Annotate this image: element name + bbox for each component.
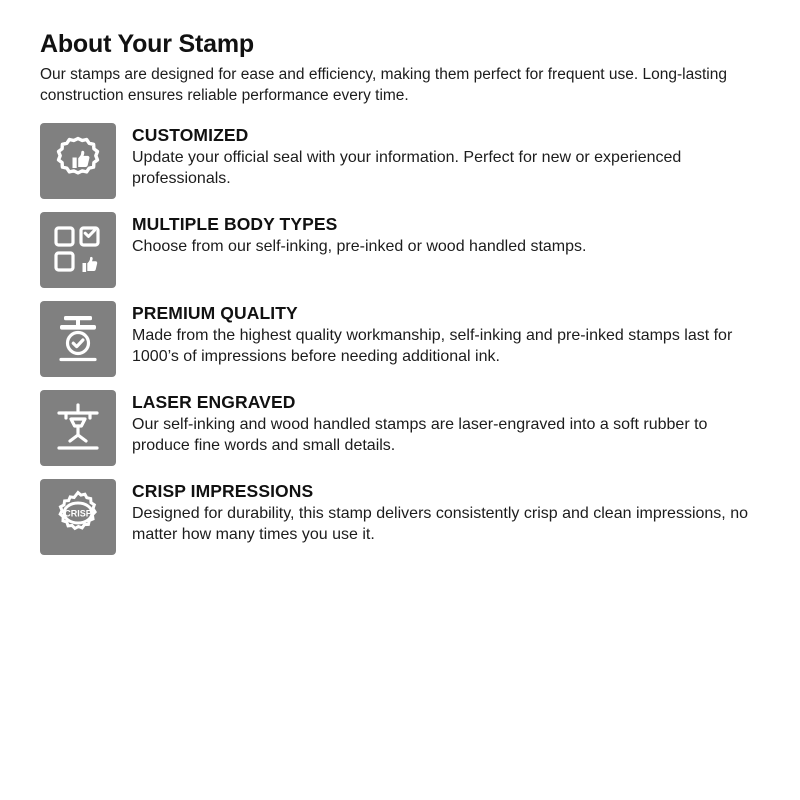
- feature-item: [40, 390, 760, 466]
- feature-item: [40, 301, 760, 377]
- feature-title: LASER ENGRAVED: [132, 391, 296, 412]
- feature-item: [40, 479, 760, 555]
- laser-engraving-icon: [40, 390, 116, 466]
- feature-text: [132, 390, 752, 456]
- feature-text: [132, 123, 752, 189]
- feature-title: PREMIUM QUALITY: [132, 302, 298, 323]
- feature-description: Designed for durability, this stamp delivers consistently crisp and clean impressions, no matter how many times you use it.: [132, 504, 748, 543]
- feature-description: Our self-inking and wood handled stamps are laser-engraved into a soft rubber to produce fine words and small details.: [132, 415, 708, 454]
- feature-text: [132, 212, 586, 257]
- crisp-seal-badge-icon: [40, 479, 116, 555]
- crisp-badge-label: CRISP: [64, 508, 92, 519]
- feature-description: Update your official seal with your information. Perfect for new or experienced professionals.: [132, 148, 682, 187]
- intro-paragraph: Our stamps are designed for ease and efficiency, making them perfect for frequent use. Long-lasting construction ensures reliable performance every time.: [40, 66, 727, 104]
- feature-item: [40, 123, 760, 199]
- stamp-press-check-icon: [40, 301, 116, 377]
- feature-description: Choose from our self-inking, pre-inked or wood handled stamps.: [132, 237, 587, 255]
- feature-description: Made from the highest quality workmanship, self-inking and pre-inked stamps last for 1000’s of impressions before needing additional ink.: [132, 326, 733, 365]
- gear-thumbs-up-icon: [40, 123, 116, 199]
- feature-text: [132, 479, 752, 545]
- checkbox-options-hand-icon: [40, 212, 116, 288]
- feature-title: CUSTOMIZED: [132, 124, 249, 145]
- feature-title: CRISP IMPRESSIONS: [132, 480, 314, 501]
- feature-text: [132, 301, 752, 367]
- feature-list: [40, 123, 760, 555]
- feature-title: MULTIPLE BODY TYPES: [132, 213, 338, 234]
- feature-item: [40, 212, 760, 288]
- page-title: About Your Stamp: [40, 30, 254, 58]
